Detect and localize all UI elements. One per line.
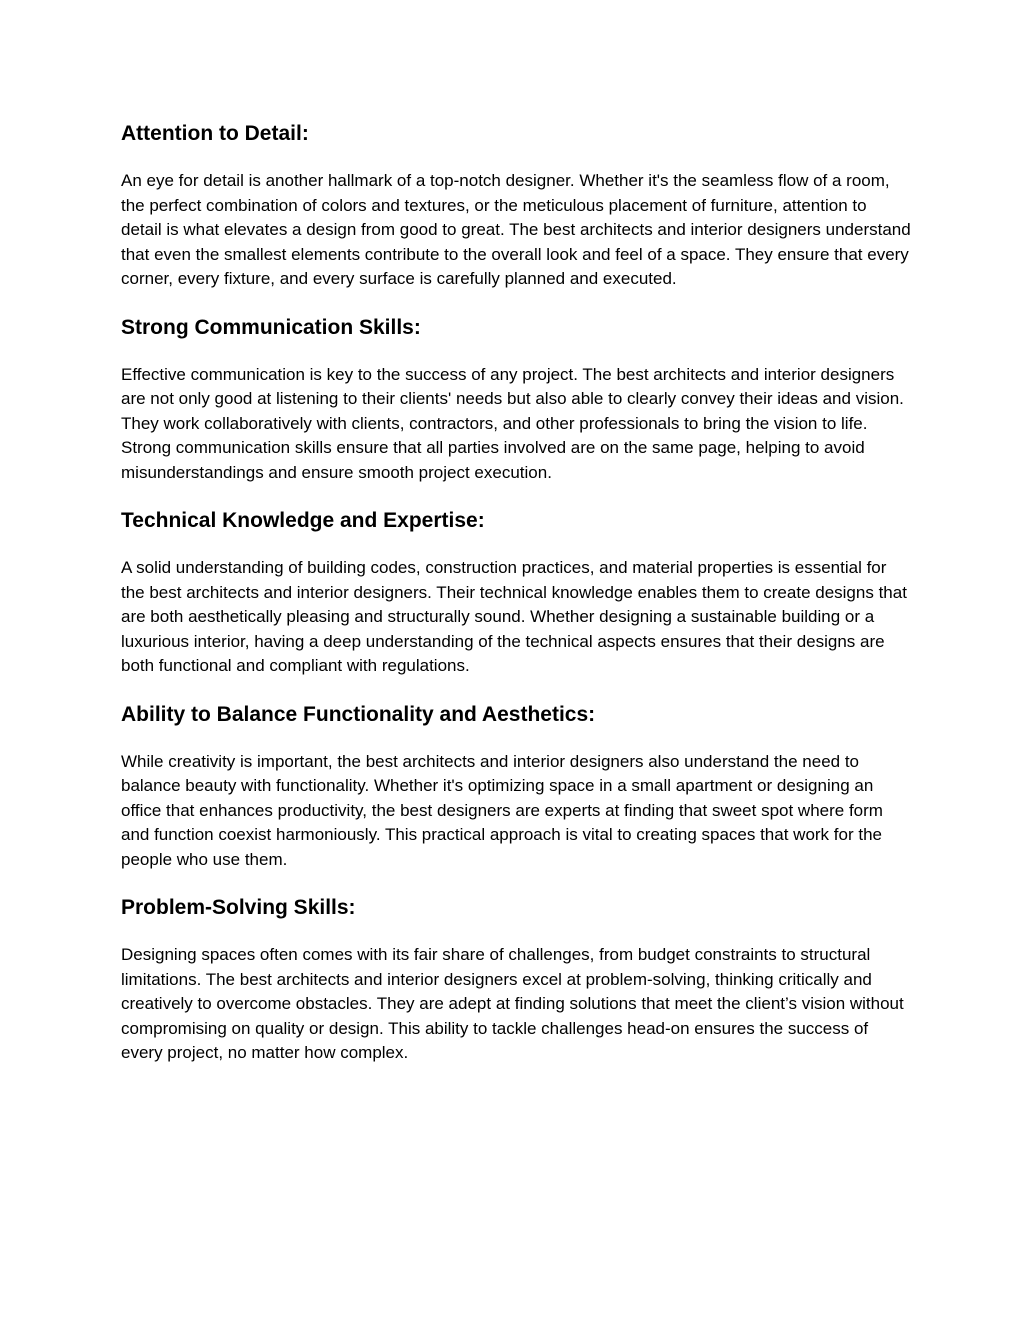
section-heading: Technical Knowledge and Expertise: xyxy=(121,509,485,532)
section-functionality-aesthetics xyxy=(121,699,911,873)
section-paragraph: While creativity is important, the best architects and interior designers also understand the need to balance beauty with functionality. Whether it's optimizing space in a small apartment or designing an office that enhances productivity, the best designers are experts at finding that sweet spot where form and function coexist harmoniously. This practical approach is vital to creating spaces that work for the people who use them. xyxy=(121,751,883,869)
section-paragraph: A solid understanding of building codes, construction practices, and material properties is essential for the best architects and interior designers. Their technical knowledge enables them to create designs that are both aesthetically pleasing and structurally sound. Whether designing a sustainable building or a luxurious interior, having a deep understanding of the technical aspects ensures that their designs are both functional and compliant with regulations. xyxy=(121,558,907,675)
section-communication-skills xyxy=(121,312,911,486)
document-page xyxy=(121,118,911,1066)
section-heading: Problem-Solving Skills: xyxy=(121,896,356,919)
section-paragraph: Designing spaces often comes with its fair share of challenges, from budget constraints to structural limitations. The best architects and interior designers excel at problem-solving, thinking critically and creatively to overcome obstacles. They are adept at finding solutions that meet the client’s vision without compromising on quality or design. This ability to tackle challenges head-on ensures the success of every project, no matter how complex. xyxy=(121,945,904,1062)
section-attention-to-detail xyxy=(121,118,911,292)
section-paragraph: An eye for detail is another hallmark of a top-notch designer. Whether it's the seamless flow of a room, the perfect combination of colors and textures, or the meticulous placement of furniture, attention to detail is what elevates a design from good to great. The best architects and interior designers understand that even the smallest elements contribute to the overall look and feel of a space. They ensure that every corner, every fixture, and every surface is carefully planned and executed. xyxy=(121,171,911,288)
section-problem-solving xyxy=(121,892,911,1066)
section-heading: Attention to Detail: xyxy=(121,122,309,145)
section-paragraph: Effective communication is key to the success of any project. The best architects and interior designers are not only good at listening to their clients' needs but also able to clearly convey their ideas and vision. They work collaboratively with clients, contractors, and other professionals to bring the vision to life. Strong communication skills ensure that all parties involved are on the same page, helping to avoid misunderstandings and ensure smooth project execution. xyxy=(121,364,904,482)
section-heading: Strong Communication Skills: xyxy=(121,315,421,339)
section-technical-knowledge xyxy=(121,505,911,679)
section-heading: Ability to Balance Functionality and Aesthetics: xyxy=(121,702,596,726)
